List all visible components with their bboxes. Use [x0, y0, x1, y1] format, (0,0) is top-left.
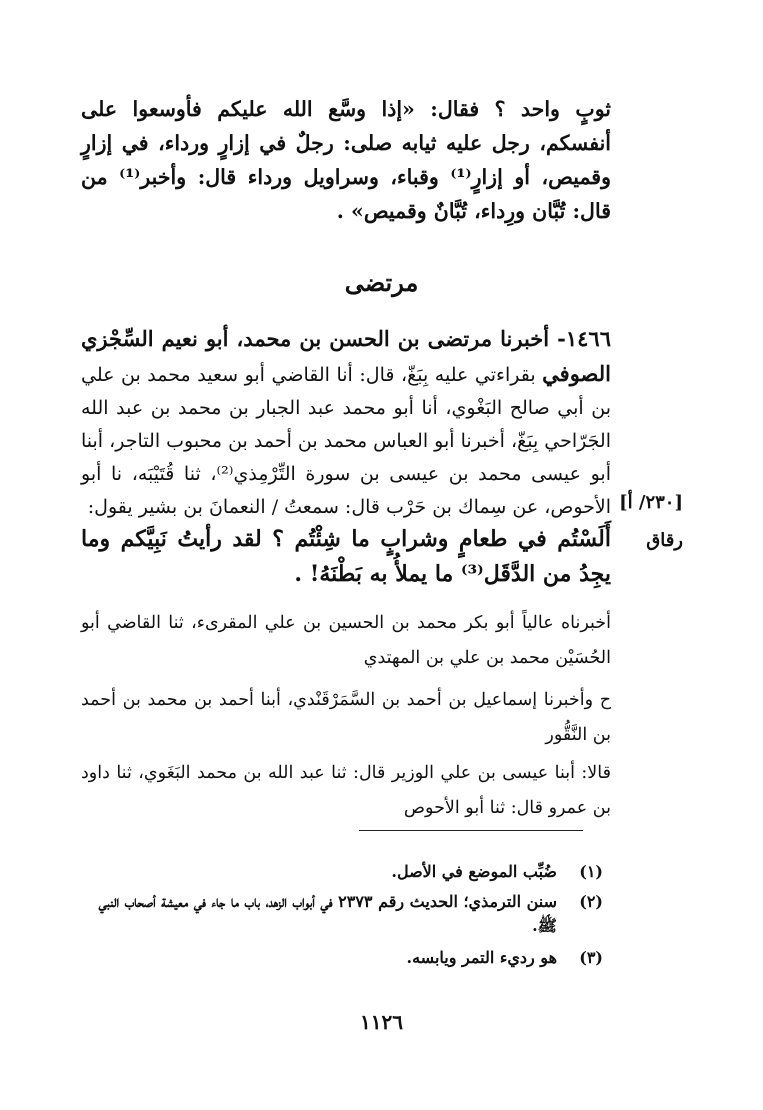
- footnote-3: [83, 946, 603, 970]
- entry-lead: ١٤٦٦- أخبرنا مرتضى بن الحسن بن محمد، أبو نعيم السِّجْزي الصوفي: [81, 326, 611, 386]
- footnote-2: [83, 890, 603, 938]
- topic-marker: رقاق: [646, 530, 683, 551]
- chain-text: ح وأخبرنا إسماعيل بن أحمد بن السَّمَرْقَنْدي، أبنا أحمد بن محمد بن أحمد بن النَّقُّور: [81, 690, 611, 745]
- footnote-text: هو رديء التمر ويابسه.: [406, 948, 557, 967]
- footnote-number: (٣): [579, 948, 603, 967]
- hadith-text: [81, 522, 611, 592]
- folio-marker: [٢٣٠/ أ]: [619, 492, 683, 513]
- chain-3: [81, 756, 611, 826]
- top-paragraph: [81, 92, 611, 228]
- footnote-number: (١): [579, 862, 603, 881]
- chain-1: [81, 606, 611, 676]
- footnote-divider: [359, 830, 583, 831]
- chain-2: [81, 683, 611, 753]
- entry-1466: [81, 322, 611, 524]
- section-heading: مرتضى: [344, 268, 419, 297]
- page-number: ١١٢٦: [360, 1010, 403, 1034]
- footnote-text: سنن الترمذي؛ الحديث رقم ٢٣٧٣ في أبواب الزهد، باب ما جاء في معيشة أصحاب النبي ﷺ.: [98, 892, 557, 935]
- chain-text: قالا: أبنا عيسى بن علي الوزير قال: ثنا عبد الله بن محمد البَغَوي، ثنا داود بن عمرو قال: ثنا أبو الأحوص: [81, 763, 611, 818]
- top-paragraph-text: ثوبٍ واحد ؟ فقال: «إذا وسَّع الله عليكم فأوسعوا على أنفسكم، رجل عليه ثيابه صلى: رجلٌ في إزارٍ ورداء، في إزارٍ وقميص، أو إزارٍ⁽¹⁾ وقباء، وسراويل ورداء قال: وأخبر⁽¹⁾ من قال: تُبَّان ورِداء، تُبَّانٌ وقميص» .: [81, 97, 611, 223]
- chain-text: أخبرناه عالياً أبو بكر محمد بن الحسين بن علي المقرىء، ثنا القاضي أبو الحُسَيْن محمد بن علي بن المهتدي: [81, 613, 611, 668]
- entry-body: بقراءتي عليه بِبَغّ، قال: أنا القاضي أبو سعيد محمد بن علي بن أبي صالح البَغْوي، أنا أبو محمد عبد الجبار بن محمد بن عبد الله الجَرّاحي بِبَغّ، أخبرنا أبو العباس محمد بن أحمد بن محبوب التاجر، أبنا أبو عيسى محمد بن عيسى بن سورة التِّرْمِذي⁽²⁾، ثنا قُتَيْبَه، نا أبو الأحوص، عن سِماك بن حَرْب قال: سمعتُ / النعمانَ بن بشير يقول:: [81, 364, 611, 518]
- footnote-text: ضُبِّب الموضع في الأصل.: [391, 862, 557, 881]
- hadith-matn: أَلَسْتُم في طعامٍ وشرابٍ ما شِئْتُم ؟ لقد رأيتُ نَبِيَّكم وما يجِدُ من الدَّقَل⁽³⁾ ما يملأُ به بَطْنَهُ! .: [81, 526, 611, 587]
- footnote-number: (٢): [579, 892, 603, 911]
- entry-text: [81, 322, 611, 524]
- footnote-1: [83, 860, 603, 884]
